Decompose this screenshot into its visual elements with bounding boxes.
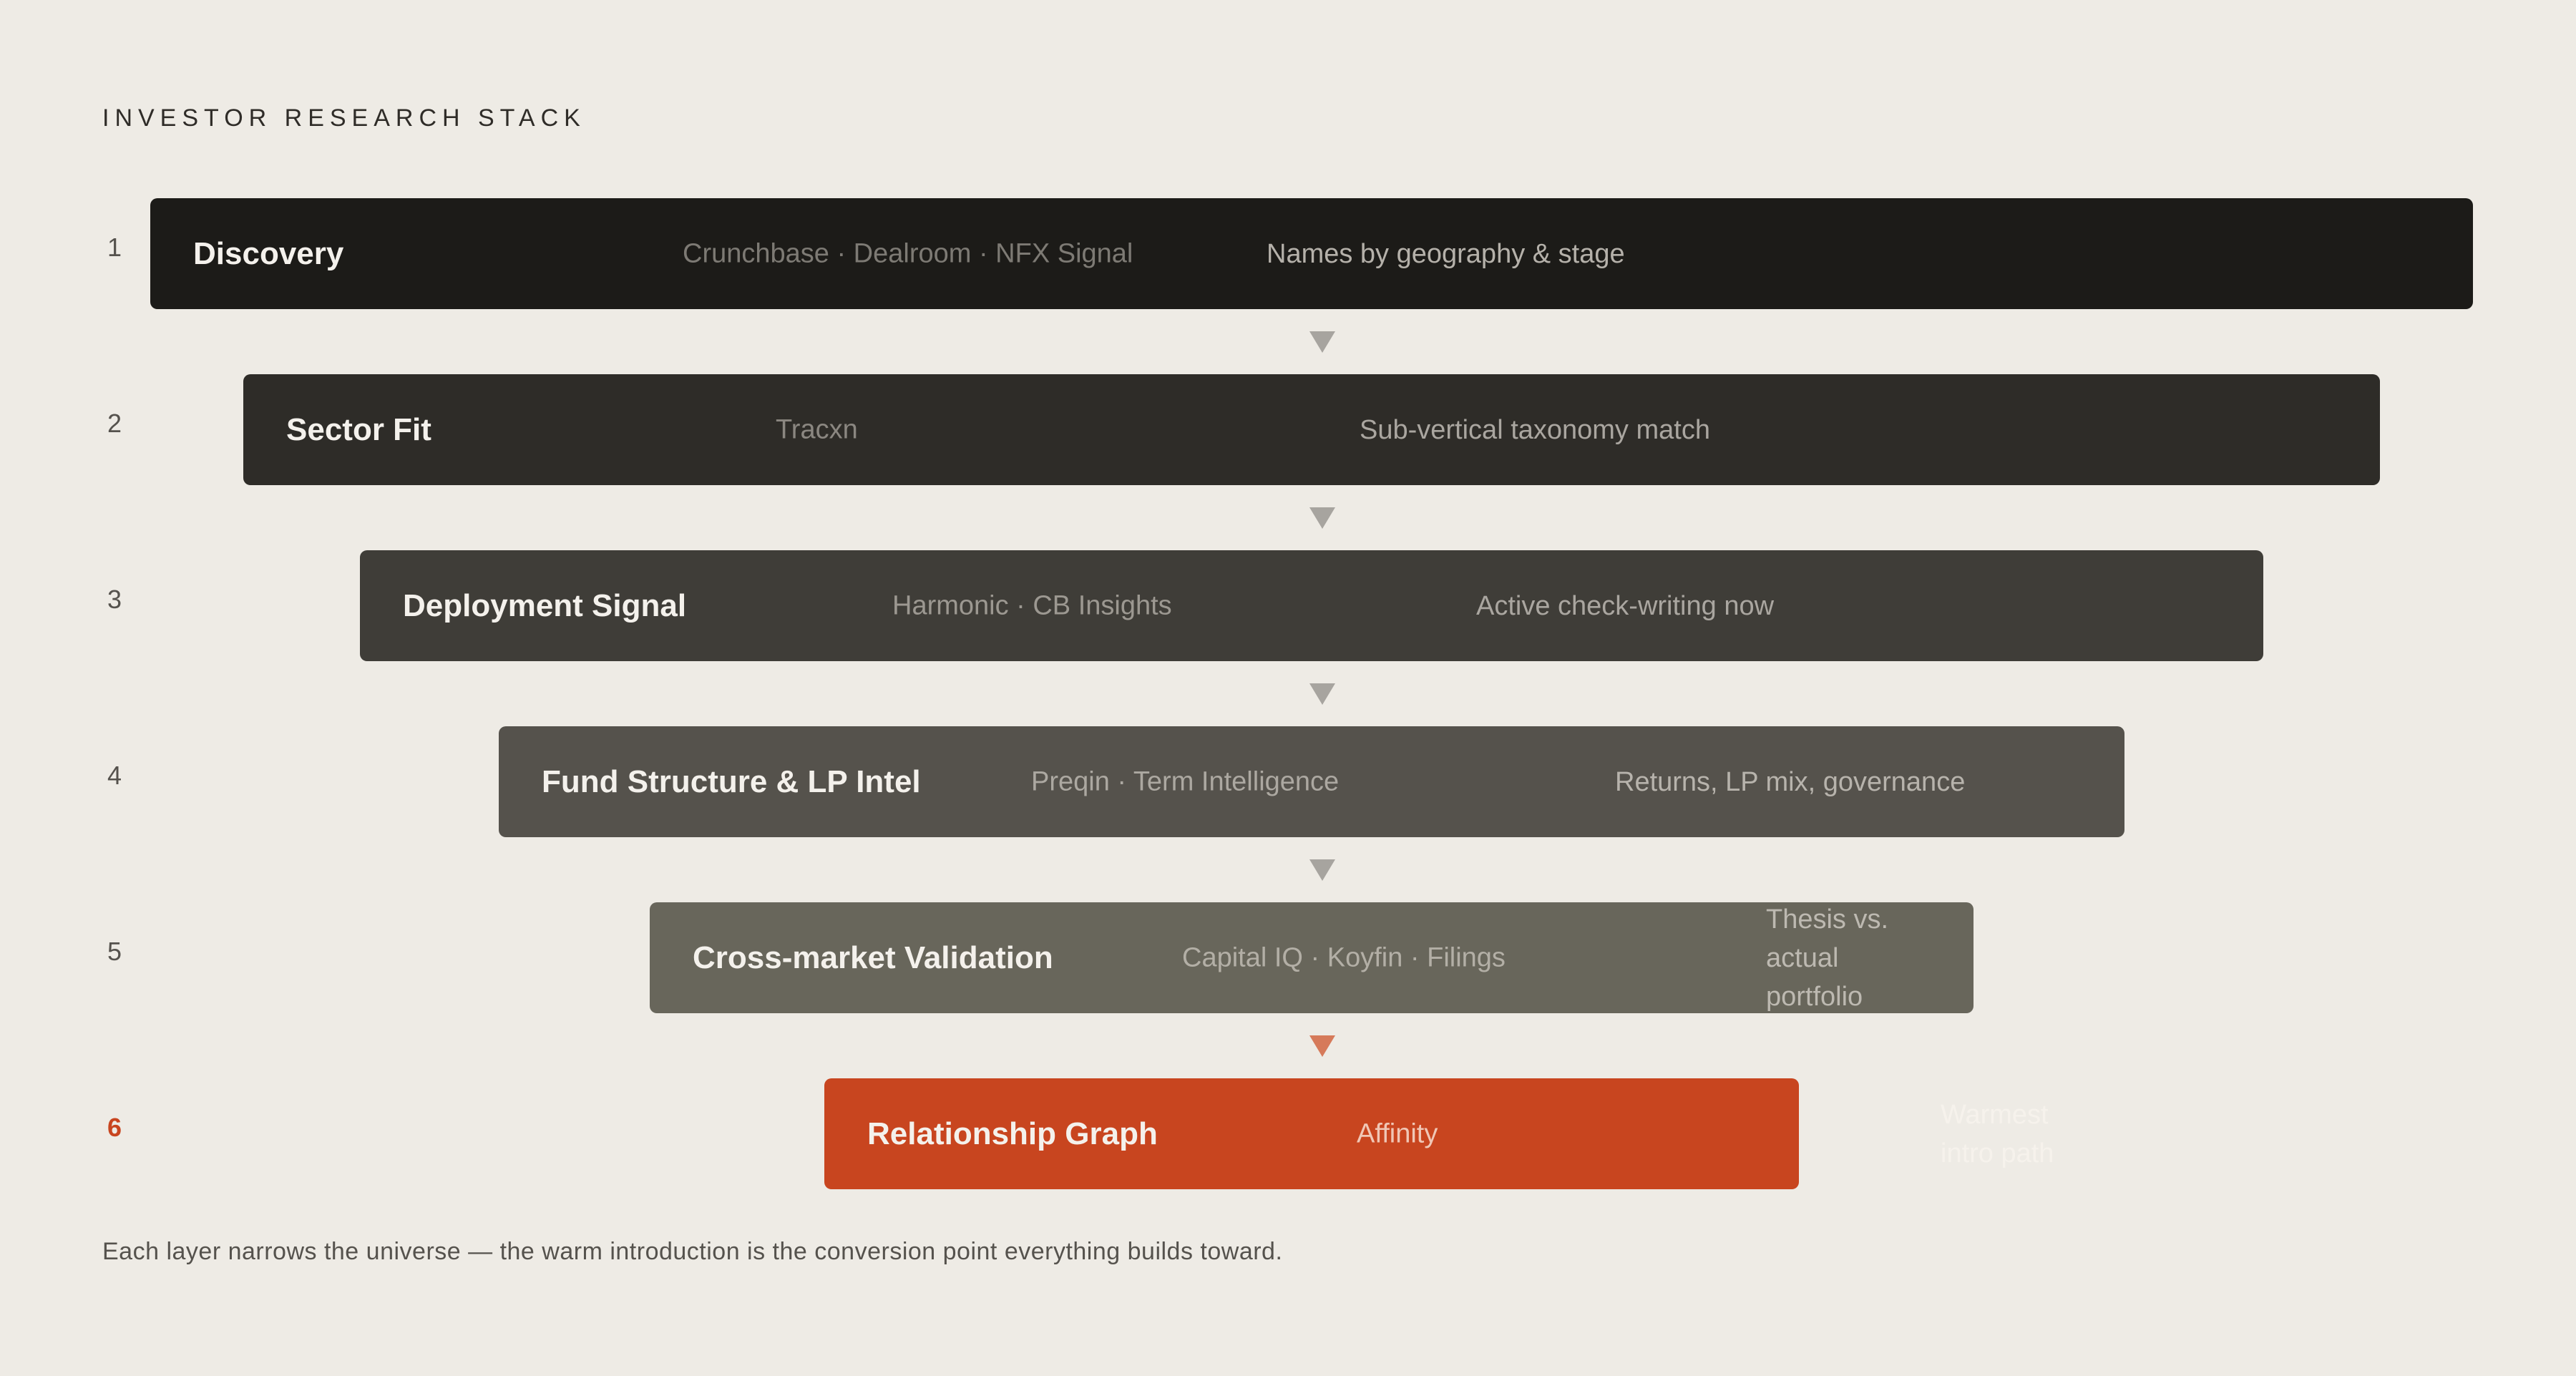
layer-3-deployment-signal <box>360 550 2263 661</box>
layer-description: Sub-vertical taxonomy match <box>1360 414 1710 445</box>
layer-title: Sector Fit <box>286 411 431 447</box>
layer-5-cross-market-validation <box>650 902 1974 1013</box>
layer-tools: Affinity <box>1357 1118 1438 1148</box>
down-arrow-icon <box>1309 1035 1335 1057</box>
layer-2-number: 2 <box>107 409 122 438</box>
layer-5-number: 5 <box>107 937 122 966</box>
layer-tools: Preqin · Term Intelligence <box>1031 766 1340 796</box>
layer-title: Discovery <box>193 235 344 271</box>
layer-6-relationship-graph <box>824 1078 2054 1189</box>
layer-tools: Tracxn <box>776 414 858 444</box>
layer-title: Relationship Graph <box>867 1116 1158 1151</box>
layer-description: Names by geography & stage <box>1267 238 1625 269</box>
layer-title: Fund Structure & LP Intel <box>542 763 921 799</box>
layer-title: Cross-market Validation <box>693 940 1053 975</box>
down-arrow-icon <box>1309 859 1335 881</box>
footnote: Each layer narrows the universe — the warm introduction is the conversion point everything builds toward. <box>102 1238 1283 1265</box>
down-arrow-icon <box>1309 331 1335 353</box>
layer-title: Deployment Signal <box>403 587 687 623</box>
layer-3-number: 3 <box>107 585 122 614</box>
layer-1-discovery <box>150 198 2473 309</box>
page-title: INVESTOR RESEARCH STACK <box>102 104 586 132</box>
layer-4-number: 4 <box>107 761 122 790</box>
layer-1-number: 1 <box>107 233 122 262</box>
layer-description: Thesis vs. actual portfolio <box>1766 904 1889 1012</box>
layer-description: Returns, LP mix, governance <box>1615 766 1966 797</box>
layer-description: Warmest intro path <box>1941 1099 2054 1168</box>
down-arrow-icon <box>1309 507 1335 529</box>
layer-2-sector-fit <box>243 374 2380 485</box>
down-arrow-icon <box>1309 683 1335 705</box>
layer-description: Active check-writing now <box>1476 590 1775 621</box>
layer-4-fund-structure <box>499 726 2124 837</box>
layer-tools: Capital IQ · Koyfin · Filings <box>1182 942 1506 972</box>
layer-tools: Harmonic · CB Insights <box>892 590 1172 620</box>
layer-tools: Crunchbase · Dealroom · NFX Signal <box>683 238 1133 268</box>
layer-6-number: 6 <box>107 1113 122 1142</box>
